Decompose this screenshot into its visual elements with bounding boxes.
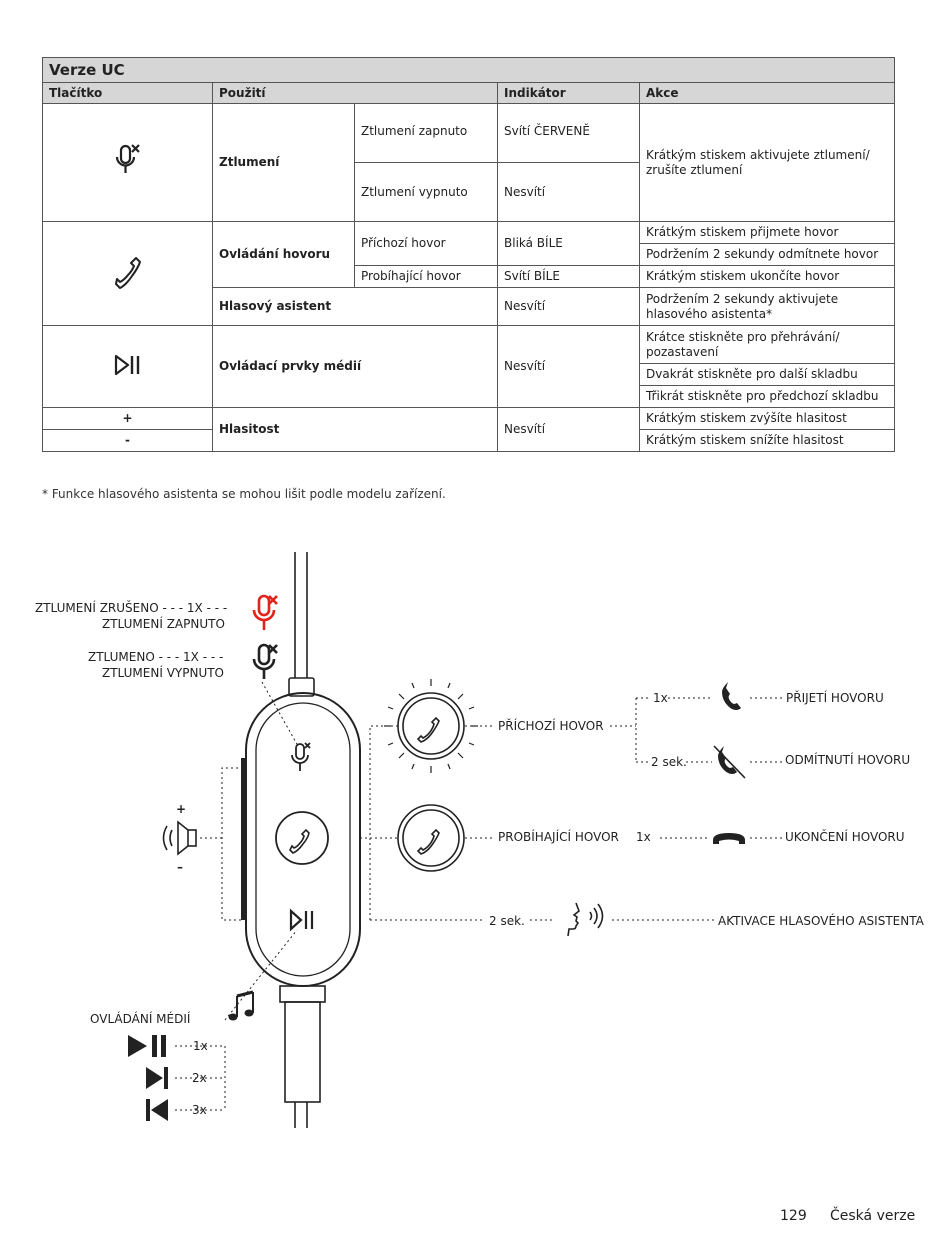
media-count-3: 3x [192, 1103, 207, 1117]
table-title: Verze UC [43, 58, 895, 83]
volume-down-action: Krátkým stiskem snížíte hlasitost [640, 430, 895, 452]
header-action: Akce [640, 83, 895, 104]
voice-assistant-label: Hlasový asistent [213, 288, 498, 326]
incoming-call-icon [384, 679, 478, 773]
voice-assistant-indicator: Nesvítí [498, 288, 640, 326]
ongoing-call-indicator: Svítí BÍLE [498, 266, 640, 288]
end-call-label: UKONČENÍ HOVORU [785, 830, 905, 844]
incoming-call-label: PŘÍCHOZÍ HOVOR [498, 719, 604, 733]
media-count-2: 2x [192, 1071, 207, 1085]
footnote: * Funkce hlasového asistenta se mohou lišit podle modelu zařízení. [42, 487, 446, 501]
end-count: 1x [636, 830, 651, 844]
volume-minus-label: – [177, 860, 183, 874]
call-control-label: Ovládání hovoru [213, 222, 355, 288]
page-number: 129 [780, 1208, 807, 1224]
mute-on-indicator: Svítí ČERVENĚ [498, 104, 640, 163]
media-controls-diagram-label: OVLÁDÁNÍ MÉDIÍ [90, 1012, 191, 1026]
mute-label: Ztlumení [213, 104, 355, 222]
ongoing-call-icon [398, 805, 464, 871]
volume-minus-icon: - [43, 430, 213, 452]
controller-mute-icon [292, 743, 310, 771]
volume-up-action: Krátkým stiskem zvýšíte hlasitost [640, 408, 895, 430]
voice-assistant-action: Podržením 2 sekundy aktivujete hlasového asistenta* [640, 288, 895, 326]
media-previous-icon [146, 1099, 168, 1121]
answer-count: 1x [653, 691, 668, 705]
controller-phone-icon [290, 830, 309, 853]
mute-black-icon [254, 645, 277, 679]
assistant-count: 2 sek. [489, 914, 525, 928]
volume-label: Hlasitost [213, 408, 498, 452]
volume-plus-label: + [176, 802, 187, 816]
end-call-icon [713, 833, 745, 844]
controller-call-button [276, 812, 328, 864]
media-action-next: Dvakrát stiskněte pro další skladbu [640, 364, 895, 386]
incoming-call-indicator: Bliká BÍLE [498, 222, 640, 266]
mute-red-icon [254, 596, 277, 630]
media-controls-label: Ovládací prvky médií [213, 326, 498, 408]
volume-indicator: Nesvítí [498, 408, 640, 452]
media-count-1: 1x [193, 1039, 208, 1053]
unmute-label-line1: ZTLUMENÍ ZRUŠENO - - - 1X - - - [35, 601, 228, 615]
volume-plus-icon: + [43, 408, 213, 430]
header-button: Tlačítko [43, 83, 213, 104]
ongoing-action: Krátkým stiskem ukončíte hovor [640, 266, 895, 288]
header-usage: Použití [213, 83, 498, 104]
ongoing-call-state: Probíhající hovor [355, 266, 498, 288]
media-action-play: Krátce stiskněte pro přehrávání/ pozastavení [640, 326, 895, 364]
decline-call-icon [714, 746, 745, 778]
speaker-icon [164, 822, 197, 854]
mute-action: Krátkým stiskem aktivujete ztlumení/ zrušíte ztlumení [640, 104, 895, 222]
incoming-action-decline: Podržením 2 sekundy odmítnete hovor [640, 244, 895, 266]
media-next-icon [146, 1067, 168, 1089]
decline-count: 2 sek. [651, 755, 687, 769]
media-indicator: Nesvítí [498, 326, 640, 408]
answer-call-label: PŘIJETÍ HOVORU [786, 691, 884, 705]
header-indicator: Indikátor [498, 83, 640, 104]
mute-off-state: Ztlumení vypnuto [355, 163, 498, 222]
answer-call-icon [722, 682, 741, 710]
mute-on-state: Ztlumení zapnuto [355, 104, 498, 163]
incoming-action-answer: Krátkým stiskem přijmete hovor [640, 222, 895, 244]
mute-label-line2: ZTLUMENÍ VYPNUTO [102, 666, 224, 680]
page-language: Česká verze [830, 1208, 916, 1224]
ongoing-call-label: PROBÍHAJÍCÍ HOVOR [498, 830, 619, 844]
mute-label-line1: ZTLUMENO - - - 1X - - - [88, 650, 224, 664]
assistant-label: AKTIVACE HLASOVÉHO ASISTENTA [718, 914, 924, 928]
incoming-call-state: Příchozí hovor [355, 222, 498, 266]
unmute-label-line2: ZTLUMENÍ ZAPNUTO [102, 617, 225, 631]
media-action-previous: Třikrát stiskněte pro předchozí skladbu [640, 386, 895, 408]
music-note-icon [229, 992, 254, 1021]
voice-assistant-icon [568, 903, 603, 936]
media-play-pause-icon [128, 1035, 166, 1057]
controller-play-pause-icon [291, 911, 312, 929]
decline-call-label: ODMÍTNUTÍ HOVORU [785, 753, 911, 767]
mute-off-indicator: Nesvítí [498, 163, 640, 222]
